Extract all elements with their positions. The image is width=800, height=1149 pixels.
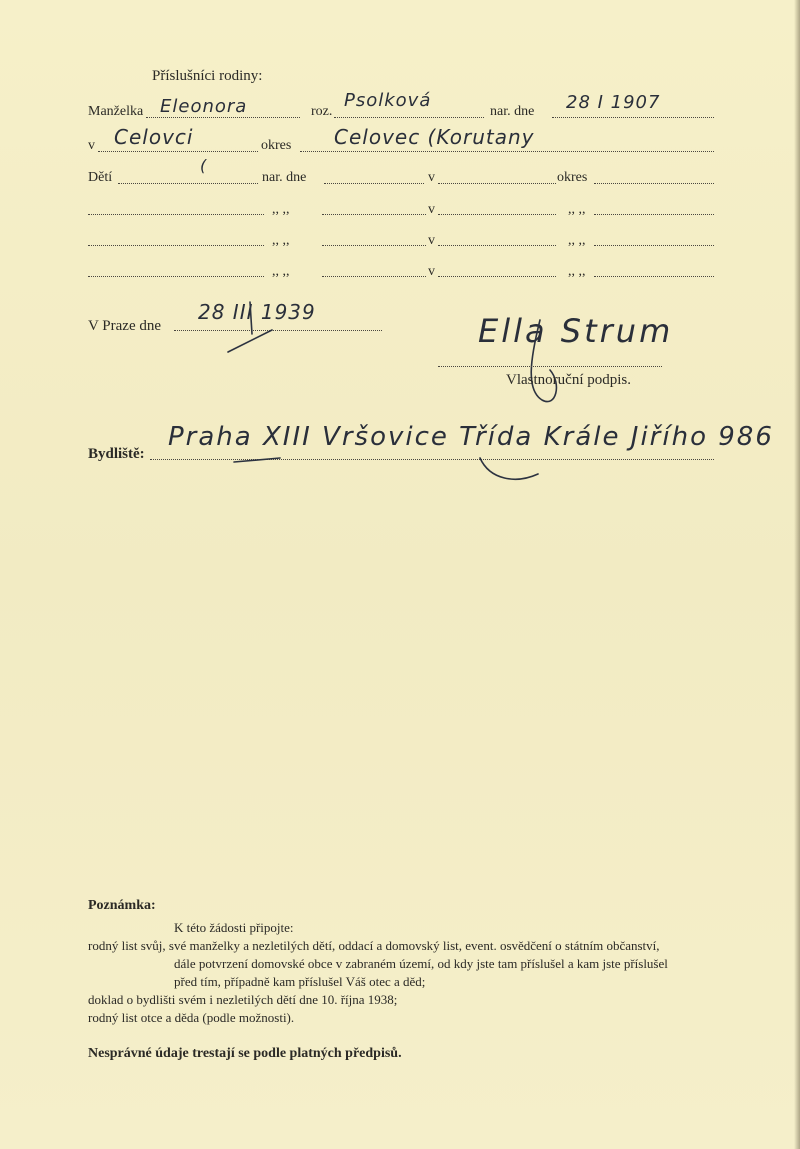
district-line [300,151,714,152]
child2-district-line [594,214,714,215]
child4-place-line [438,276,556,277]
signature-flourish [470,300,690,410]
child4-ditto-district: ,, ,, [568,264,586,279]
residence-label: Bydliště: [88,446,145,462]
child3-date-line [322,245,426,246]
child-date-line [324,183,424,184]
date-slash-stroke [220,300,280,360]
note-line-6: rodný list otce a děda (podle možnosti). [88,1010,295,1025]
child-place-line [438,183,556,184]
spouse-line [146,117,300,118]
child4-name-line [88,276,264,277]
maiden-name-handwritten: Psolková [344,90,432,111]
child2-ditto: ,, ,, [272,202,290,217]
birth-date-label: nar. dne [490,104,535,119]
maiden-name-line [334,117,484,118]
family-members-heading: Příslušníci rodiny: [152,68,263,84]
child3-ditto-district: ,, ,, [568,233,586,248]
birth-date-handwritten: 28 I 1907 [566,92,661,113]
child4-district-line [594,276,714,277]
children-name-line [118,183,258,184]
child-district-line [594,183,714,184]
spouse-name-handwritten: Eleonora [160,96,248,117]
note-line-4: před tím, případně kam příslušel Váš otec a děd; [174,974,426,989]
child2-place-label: v [428,202,435,217]
warning-text: Nesprávné údaje trestají se podle platných předpisů. [88,1046,402,1061]
note-line-5: doklad o bydlišti svém i nezletilých dětí dne 10. října 1938; [88,992,398,1007]
children-label: Dětí [88,170,113,185]
residence-handwritten: Praha XIII Vršovice Třída Krále Jiřího 986 [168,422,774,452]
birthplace-line [98,151,258,152]
birthplace-handwritten: Celovci [114,125,194,149]
signed-date-handwritten: 28 III 1939 [198,300,316,324]
birth-date-line [552,117,714,118]
page-edge-shadow [794,0,800,1149]
child-date-label: nar. dne [262,170,307,185]
birthplace-label: v [88,138,95,153]
note-line-2: rodný list svůj, své manželky a nezletilých dětí, oddací a domovský list, event. osvědčení o státním občanství, [88,938,660,953]
note-line-3: dále potvrzení domovské obce v zabraném území, od kdy jste tam příslušel a kam jste příslušel [174,956,668,971]
child3-district-line [594,245,714,246]
note-title: Poznámka: [88,898,156,913]
note-line-1: K této žádosti připojte: [174,920,294,935]
child4-place-label: v [428,264,435,279]
district-handwritten: Celovec (Korutany [334,125,535,149]
children-handwritten: ( [200,156,208,175]
signature-label: Vlastnoruční podpis. [506,372,631,388]
place-date-label: V Praze dne [88,318,162,334]
signature-handwritten: Ella Strum [478,312,674,350]
residence-underline-strokes [220,440,640,490]
child4-ditto: ,, ,, [272,264,290,279]
child3-name-line [88,245,264,246]
child-place-label: v [428,170,435,185]
child2-ditto-district: ,, ,, [568,202,586,217]
maiden-name-label: roz. [311,104,333,119]
child4-date-line [322,276,426,277]
child3-place-label: v [428,233,435,248]
district-label: okres [261,138,292,153]
child2-name-line [88,214,264,215]
child2-date-line [322,214,426,215]
child-district-label: okres [557,170,588,185]
child3-ditto: ,, ,, [272,233,290,248]
child2-place-line [438,214,556,215]
signature-line [438,366,662,367]
spouse-label: Manželka [88,104,144,119]
child3-place-line [438,245,556,246]
